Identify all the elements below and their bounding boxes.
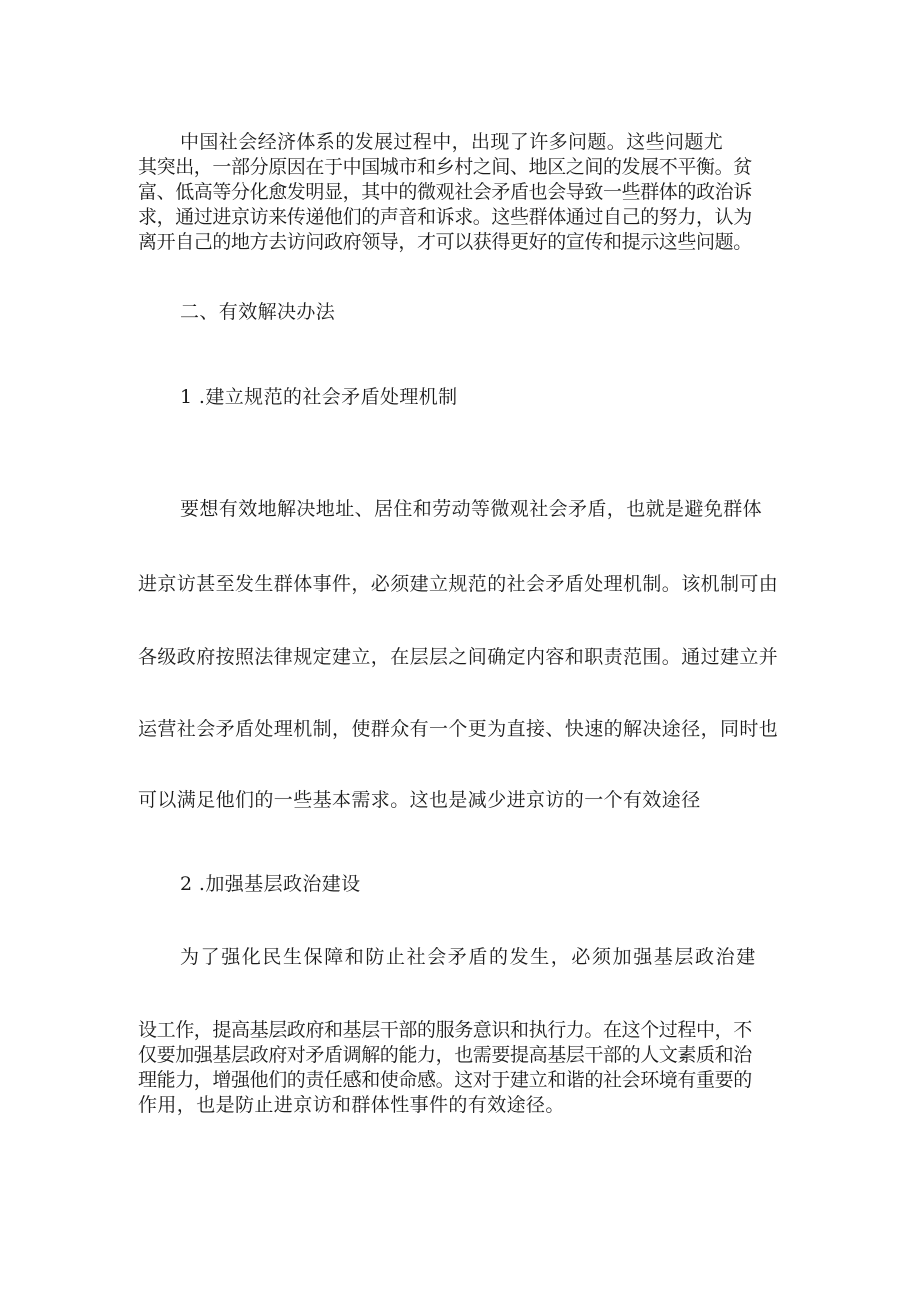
para2-line-3: 各级政府按照法律规定建立，在层层之间确定内容和职责范围。通过建立并 xyxy=(138,646,779,668)
subheading-1: 1 .建立规范的社会矛盾处理机制 xyxy=(180,386,458,408)
para3-line-5: 作用，也是防止进京访和群体性事件的有效途径。 xyxy=(138,1094,565,1116)
para3-line-4: 理能力，增强他们的责任感和使命感。这对于建立和谐的社会环境有重要的 xyxy=(138,1069,752,1091)
para3-line-1: 为了强化民生保障和防止社会矛盾的发生，必须加强基层政治建 xyxy=(180,946,757,968)
para1-line-5: 离开自己的地方去访问政府领导，才可以获得更好的宣传和提示这些问题。 xyxy=(138,231,752,253)
para3-line-2: 设工作，提高基层政府和基层干部的服务意识和执行力。在这个过程中，不 xyxy=(138,1019,752,1041)
para1-line-3: 富、低高等分化愈发明显，其中的微观社会矛盾也会导致一些群体的政治诉 xyxy=(138,181,752,203)
para3-line-3: 仅要加强基层政府对矛盾调解的能力，也需要提高基层干部的人文素质和治 xyxy=(138,1044,752,1066)
para1-line-1: 中国社会经济体系的发展过程中，出现了许多问题。这些问题尤 xyxy=(180,131,724,153)
subheading-2: 2 .加强基层政治建设 xyxy=(180,873,361,895)
para1-line-4: 求，通过进京访来传递他们的声音和诉求。这些群体通过自己的努力，认为 xyxy=(138,206,752,228)
para2-line-5: 可以满足他们的一些基本需求。这也是减少进京访的一个有效途径 xyxy=(138,789,701,811)
para2-line-1: 要想有效地解决地址、居住和劳动等微观社会矛盾，也就是避免群体 xyxy=(180,498,763,520)
para1-line-2: 其突出，一部分原因在于中国城市和乡村之间、地区之间的发展不平衡。贫 xyxy=(138,156,752,178)
para2-line-4: 运营社会矛盾处理机制，使群众有一个更为直接、快速的解决途径，同时也 xyxy=(138,718,779,740)
section-heading: 二、有效解决办法 xyxy=(180,301,336,323)
para2-line-2: 进京访甚至发生群体事件，必须建立规范的社会矛盾处理机制。该机制可由 xyxy=(138,573,779,595)
